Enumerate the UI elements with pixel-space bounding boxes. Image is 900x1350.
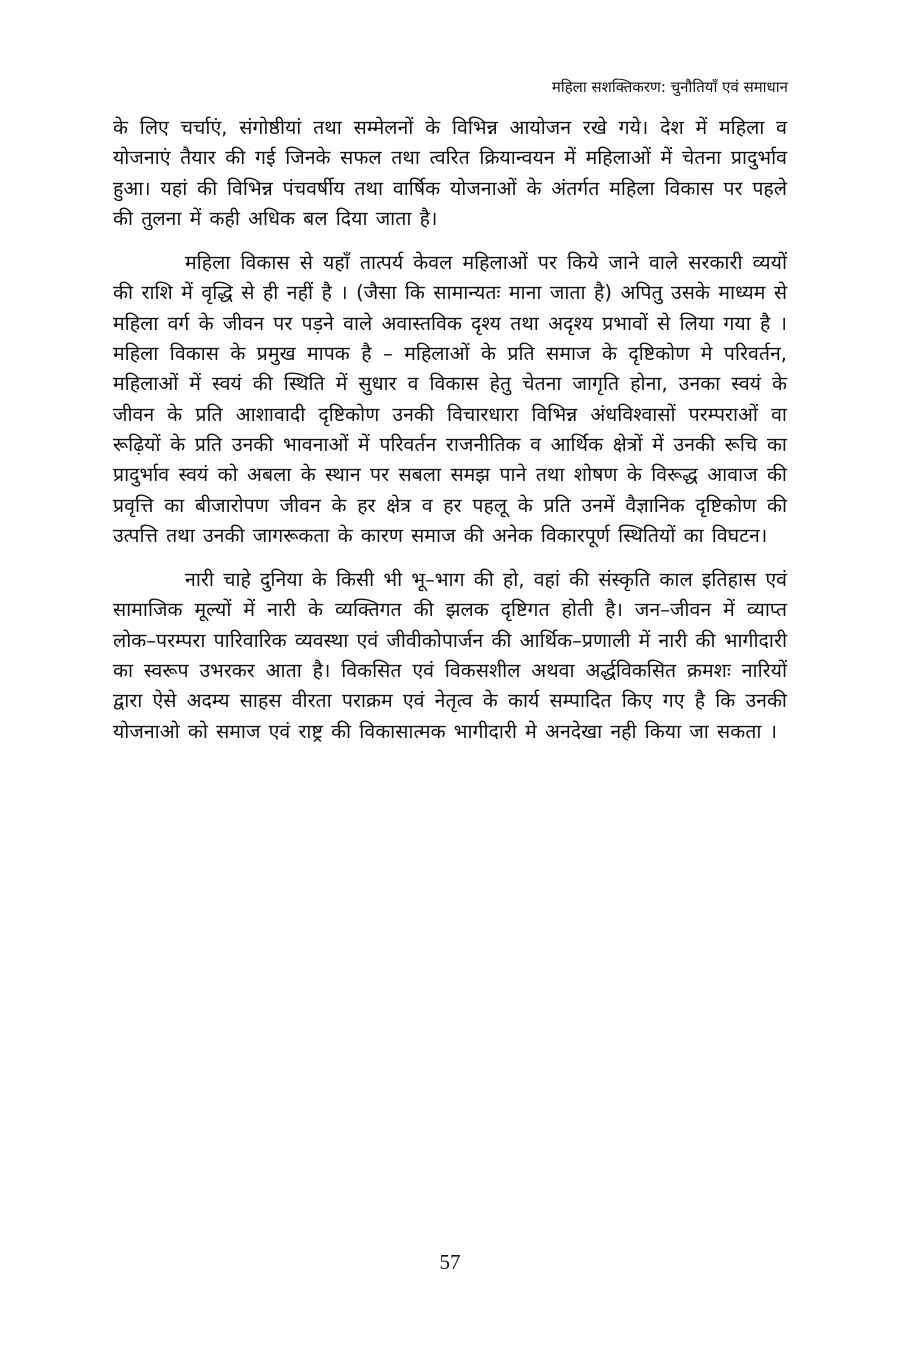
page-number: 57 xyxy=(439,1250,461,1274)
body-text xyxy=(113,113,787,761)
paragraph-woman-culture: नारी चाहे दुनिया के किसी भी भू–भाग की हो, वहां की संस्कृति काल इतिहास एवं सामाजिक मूल्यों में नारी के व्यक्तिगत की झलक दृष्टिगत होती है। जन–जीवन में व्याप्त लोक–परम्परा पारिवारिक व्यवस्था एवं जीवीकोपार्जन की आर्थिक–प्रणाली में नारी की भागीदारी का स्वरूप उभरकर आता है। विकसित एवं विकसशील अथवा अर्द्धविकसित क्रमशः नारियों द्वारा ऐसे अदम्य साहस वीरता पराक्रम एवं नेतृत्व के कार्य सम्पादित किए गए है कि उनकी योजनाओ को समाज एवं राष्ट्र की विकासात्मक भागीदारी मे अनदेखा नही किया जा सकता । xyxy=(113,568,787,743)
paragraph-continued: के लिए चर्चाएं, संगोष्ठीयां तथा सम्मेलनों के विभिन्न आयोजन रखे गये। देश में महिला व योजनाएं तैयार की गई जिनके सफल तथा त्वरित क्रियान्वयन में महिलाओं में चेतना प्रादुर्भाव हुआ। यहां की विभिन्न पंचवर्षीय तथा वार्षिक योजनाओं के अंतर्गत महिला विकास पर पहले की तुलना में कही अधिक बल दिया जाता है। xyxy=(113,116,787,230)
paragraph-women-development: महिला विकास से यहाँ तात्पर्य केवल महिलाओं पर किये जाने वाले सरकारी व्ययों की राशि में वृद्धि से ही नहीं है । (जैसा कि सामान्यतः माना जाता है) अपितु उसके माध्यम से महिला वर्ग के जीवन पर पड़ने वाले अवास्तविक दृश्य तथा अदृश्य प्रभावों से लिया गया है । महिला विकास के प्रमुख मापक है – महिलाओं के प्रति समाज के दृष्टिकोण मे परिवर्तन, महिलाओं में स्वयं की स्थिति में सुधार व विकास हेतु चेतना जागृति होना, उनका स्वयं के जीवन के प्रति आशावादी दृष्टिकोण उनकी विचारधारा विभिन्न अंधविश्वासों परम्पराओं वा रूढ़ियों के प्रति उनकी भावनाओं में परिवर्तन राजनीतिक व आर्थिक क्षेत्रों में उनकी रूचि का प्रादुर्भाव स्वयं को अबला के स्थान पर सबला समझ पाने तथा शोषण के विरूद्ध आवाज की प्रवृत्ति का बीजारोपण जीवन के हर क्षेत्र व हर पहलू के प्रति उनमें वैज्ञानिक दृष्टिकोण की उत्पत्ति तथा उनकी जागरूकता के कारण समाज की अनेक विकारपूर्ण स्थितियों का विघटन। xyxy=(113,251,787,547)
running-header-title: महिला सशक्तिकरण: चुनौतियाँ एवं समाधान xyxy=(551,78,788,96)
